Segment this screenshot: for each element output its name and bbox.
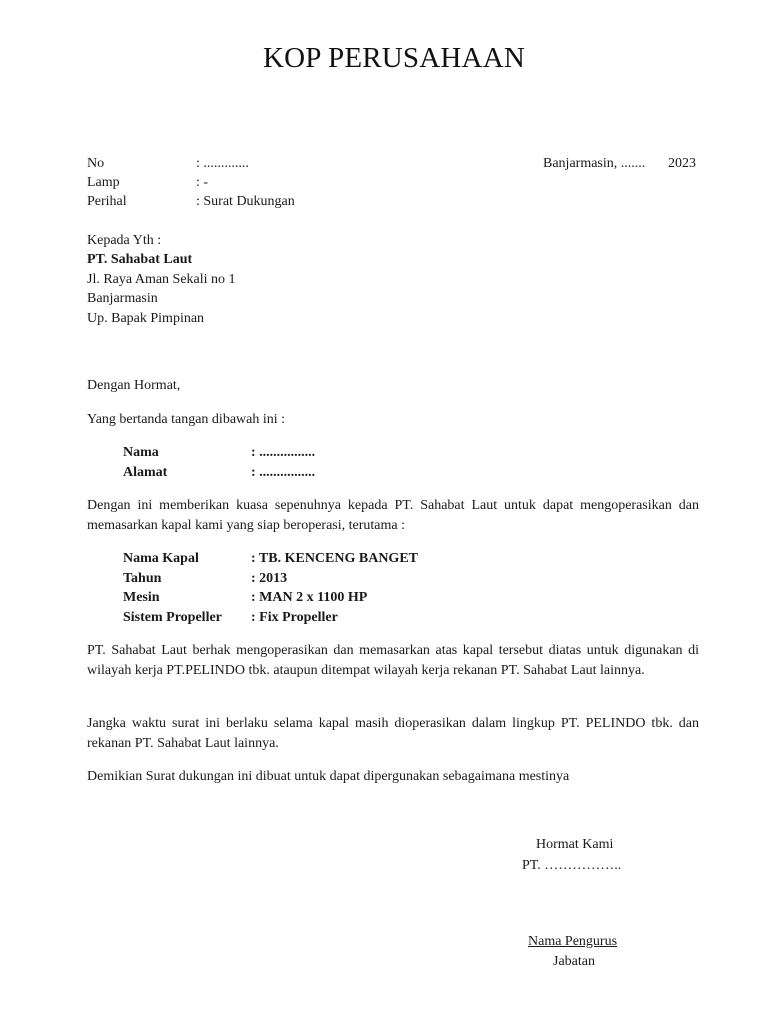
paragraph-rights: PT. Sahabat Laut berhak mengoperasikan dan memasarkan atas kapal tersebut diatas untuk digunakan di wilayah kerja PT.PELINDO tbk. ataupun ditempat wilayah kerja rekanan PT. Sahabat Laut lainnya.	[87, 643, 699, 678]
recipient-address: Jl. Raya Aman Sekali no 1	[87, 272, 236, 287]
lamp-label: Lamp	[87, 175, 120, 190]
signature-title: Jabatan	[553, 954, 595, 969]
perihal-value: : Surat Dukungan	[196, 194, 295, 209]
ship-field-label: Sistem Propeller	[123, 610, 222, 625]
ship-field-value: : MAN 2 x 1100 HP	[251, 590, 368, 605]
recipient-attention: Up. Bapak Pimpinan	[87, 311, 205, 326]
no-value: : .............	[196, 156, 249, 171]
perihal-label: Perihal	[87, 194, 127, 209]
ship-field-label: Mesin	[123, 590, 160, 605]
signer-field-value: : ................	[251, 465, 316, 480]
closing-line: Demikian Surat dukungan ini dibuat untuk dapat dipergunakan sebagaimana mestinya	[87, 769, 570, 784]
paragraph-validity: Jangka waktu surat ini berlaku selama kapal masih dioperasikan dalam lingkup PT. PELINDO tbk. dan rekanan PT. Sahabat Laut lainnya.	[87, 716, 699, 751]
ship-field-label: Nama Kapal	[123, 551, 199, 566]
letterhead-title: KOP PERUSAHAAN	[263, 42, 525, 74]
place-date: Banjarmasin, .......	[543, 156, 646, 171]
salutation: Dengan Hormat,	[87, 378, 181, 393]
signer-field-value: : ................	[251, 445, 316, 460]
recipient-city: Banjarmasin	[87, 291, 158, 306]
signature-company: PT. ……………..	[522, 858, 622, 873]
ship-field-value: : 2013	[251, 571, 288, 586]
no-label: No	[87, 156, 105, 171]
ship-field-label: Tahun	[123, 571, 162, 586]
paragraph-authorization: Dengan ini memberikan kuasa sepenuhnya kepada PT. Sahabat Laut untuk dapat mengoperasikan dan memasarkan kapal kami yang siap beroperasi, terutama :	[87, 498, 699, 533]
signer-field-label: Alamat	[123, 465, 168, 480]
signature-regards: Hormat Kami	[536, 837, 614, 852]
signer-field-label: Nama	[123, 445, 159, 460]
ship-field-value: : TB. KENCENG BANGET	[251, 551, 418, 566]
signature-name: Nama Pengurus	[528, 934, 618, 949]
recipient-company: PT. Sahabat Laut	[87, 252, 193, 267]
ship-field-value: : Fix Propeller	[251, 610, 338, 625]
recipient-greeting: Kepada Yth :	[87, 233, 162, 248]
lamp-value: : -	[196, 175, 209, 190]
intro-line: Yang bertanda tangan dibawah ini :	[87, 412, 286, 427]
year: 2023	[668, 156, 696, 171]
